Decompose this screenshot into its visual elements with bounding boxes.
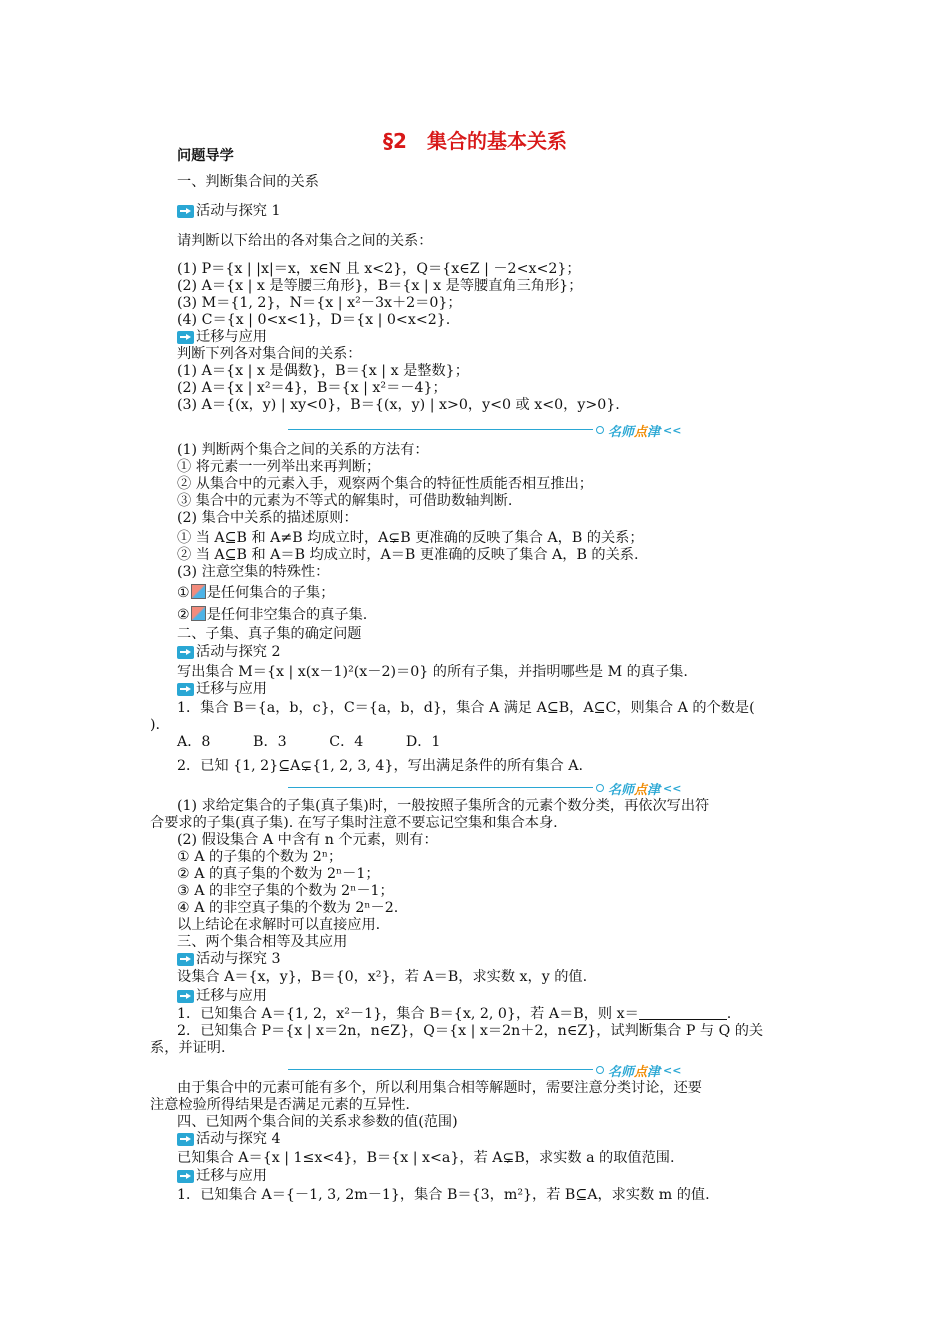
note-line: ① 将元素一一列举出来再判断； [177,459,381,475]
note-line: (1) 求给定集合的子集(真子集)时，一般按照子集所含的元素个数分类，再依次写出符 [177,798,710,814]
note-line: ② 是任何非空集合的真子集. [177,607,368,623]
empty-set-symbol [191,584,206,599]
divider [288,1069,593,1070]
answer-choices: A．8 B．3 C．4 D．1 [177,734,441,750]
section-header: 问题导学 [177,148,234,164]
note-line: 合要求的子集(真子集). 在写子集时注意不要忘记空集和集合本身. [150,815,558,831]
note-line: ② 从集合中的元素入手，观察两个集合的特征性质能否相互推出； [177,476,593,492]
activity-prompt-4: 已知集合 A＝{x | 1≤x<4}，B＝{x | x<a}，若 A⊊B，求实数 a 的取值范围. [177,1150,675,1166]
tips-badge: 名师 点 津 << [596,1061,681,1079]
page-title: §2 集合的基本关系 [383,129,567,153]
arrow-icon [177,331,194,344]
problem-line: (3) A＝{(x，y) | xy<0}，B＝{(x，y) | x>0，y<0 或 x<0，y>0}. [177,397,620,413]
note-line: ② 当 A⊆B 和 A＝B 均成立时，A＝B 更准确的反映了集合 A，B 的关系. [177,547,639,563]
arrow-icon [177,1170,194,1183]
transfer-heading-2: 迁移与应用 [196,681,267,697]
arrow-icon [177,953,194,966]
transfer-heading-1: 迁移与应用 [196,329,267,345]
chevron-left-icon: << [663,781,682,795]
note-line: ③ A 的非空子集的个数为 2ⁿ－1； [177,883,394,899]
problem-line: (1) A＝{x | x 是偶数}，B＝{x | x 是整数}； [177,363,469,379]
problem-line: (2) A＝{x | x²＝4}，B＝{x | x²＝－4}； [177,380,447,396]
note-line: ① 当 A⊆B 和 A≠B 均成立时，A⊊B 更准确的反映了集合 A，B 的关系； [177,530,644,546]
chevron-left-icon: << [663,1063,682,1077]
note-line: ① 是任何集合的子集； [177,585,335,601]
problem-line: 2．已知集合 P＝{x | x＝2n，n∈Z}，Q＝{x | x＝2n＋2，n∈Z}，试判断集合 P 与 Q 的关 [177,1023,764,1039]
problem-line: (2) A＝{x | x 是等腰三角形}，B＝{x | x 是等腰直角三角形}； [177,278,583,294]
divider [288,787,593,788]
activity-heading-3: 活动与探究 3 [196,951,281,967]
arrow-icon [177,1133,194,1146]
arrow-icon [177,990,194,1003]
note-line: (2) 假设集合 A 中含有 n 个元素，则有： [177,832,438,848]
transfer-heading-3: 迁移与应用 [196,988,267,1004]
answer-blank[interactable] [639,1006,727,1020]
problem-line: 系，并证明. [150,1040,226,1056]
topic-heading-2: 二、子集、真子集的确定问题 [177,626,362,642]
arrow-icon [177,205,194,218]
activity-heading-1: 活动与探究 1 [196,203,281,219]
problem-line: 1．已知集合 A＝{1, 2，x²－1}，集合 B＝{x, 2, 0}，若 A＝B，则 x＝ . [177,1006,732,1022]
note-line: (1) 判断两个集合之间的关系的方法有： [177,442,429,458]
problem-line: 1．集合 B＝{a，b，c}，C＝{a，b，d}，集合 A 满足 A⊆B，A⊆C，则集合 A 的个数是( [177,700,755,716]
empty-set-symbol [191,606,206,621]
note-line: (2) 集合中关系的描述原则： [177,510,358,526]
tips-badge: 名师 点 津 << [596,779,681,797]
problem-line: 2．已知 {1, 2}⊆A⊊{1, 2, 3, 4}，写出满足条件的所有集合 A. [177,758,583,774]
note-line: ④ A 的非空真子集的个数为 2ⁿ－2. [177,900,399,916]
transfer-prompt-1: 判断下列各对集合间的关系： [177,346,362,362]
divider [288,429,593,430]
problem-line: 1．已知集合 A＝{－1, 3, 2m－1}，集合 B＝{3，m²}，若 B⊆A，求实数 m 的值. [177,1187,710,1203]
chevron-left-icon: << [663,423,682,437]
circle-icon [596,426,604,434]
note-line: ② A 的真子集的个数为 2ⁿ－1； [177,866,380,882]
problem-line: (3) M＝{1, 2}，N＝{x | x²－3x＋2＝0}； [177,295,462,311]
note-line: 由于集合中的元素可能有多个，所以利用集合相等解题时，需要注意分类讨论，还要 [177,1080,702,1096]
note-line: ① A 的子集的个数为 2ⁿ； [177,849,343,865]
tips-badge: 名师 点 津 << [596,421,681,439]
problem-line: ). [150,717,161,733]
circle-icon [596,784,604,792]
circle-icon [596,1066,604,1074]
note-line: (3) 注意空集的特殊性： [177,564,330,580]
arrow-icon [177,646,194,659]
activity-heading-2: 活动与探究 2 [196,644,281,660]
topic-heading-3: 三、两个集合相等及其应用 [177,934,348,950]
transfer-heading-4: 迁移与应用 [196,1168,267,1184]
problem-line: (4) C＝{x | 0<x<1}，D＝{x | 0<x<2}. [177,312,451,328]
activity-prompt-1: 请判断以下给出的各对集合之间的关系： [177,233,433,249]
problem-line: (1) P＝{x | |x|＝x，x∈N 且 x<2}，Q＝{x∈Z | －2<x<2}； [177,261,581,277]
note-line: 注意检验所得结果是否满足元素的互异性. [150,1097,410,1113]
note-line: ③ 集合中的元素为不等式的解集时，可借助数轴判断. [177,493,513,509]
activity-prompt-3: 设集合 A＝{x，y}，B＝{0，x²}，若 A＝B，求实数 x，y 的值. [177,969,588,985]
topic-heading-1: 一、判断集合间的关系 [177,174,319,190]
note-line: 以上结论在求解时可以直接应用. [177,917,381,933]
topic-heading-4: 四、已知两个集合间的关系求参数的值(范围) [177,1114,458,1130]
activity-heading-4: 活动与探究 4 [196,1131,281,1147]
arrow-icon [177,683,194,696]
activity-prompt-2: 写出集合 M＝{x | x(x－1)²(x－2)＝0} 的所有子集，并指明哪些是 M 的真子集. [177,664,688,680]
